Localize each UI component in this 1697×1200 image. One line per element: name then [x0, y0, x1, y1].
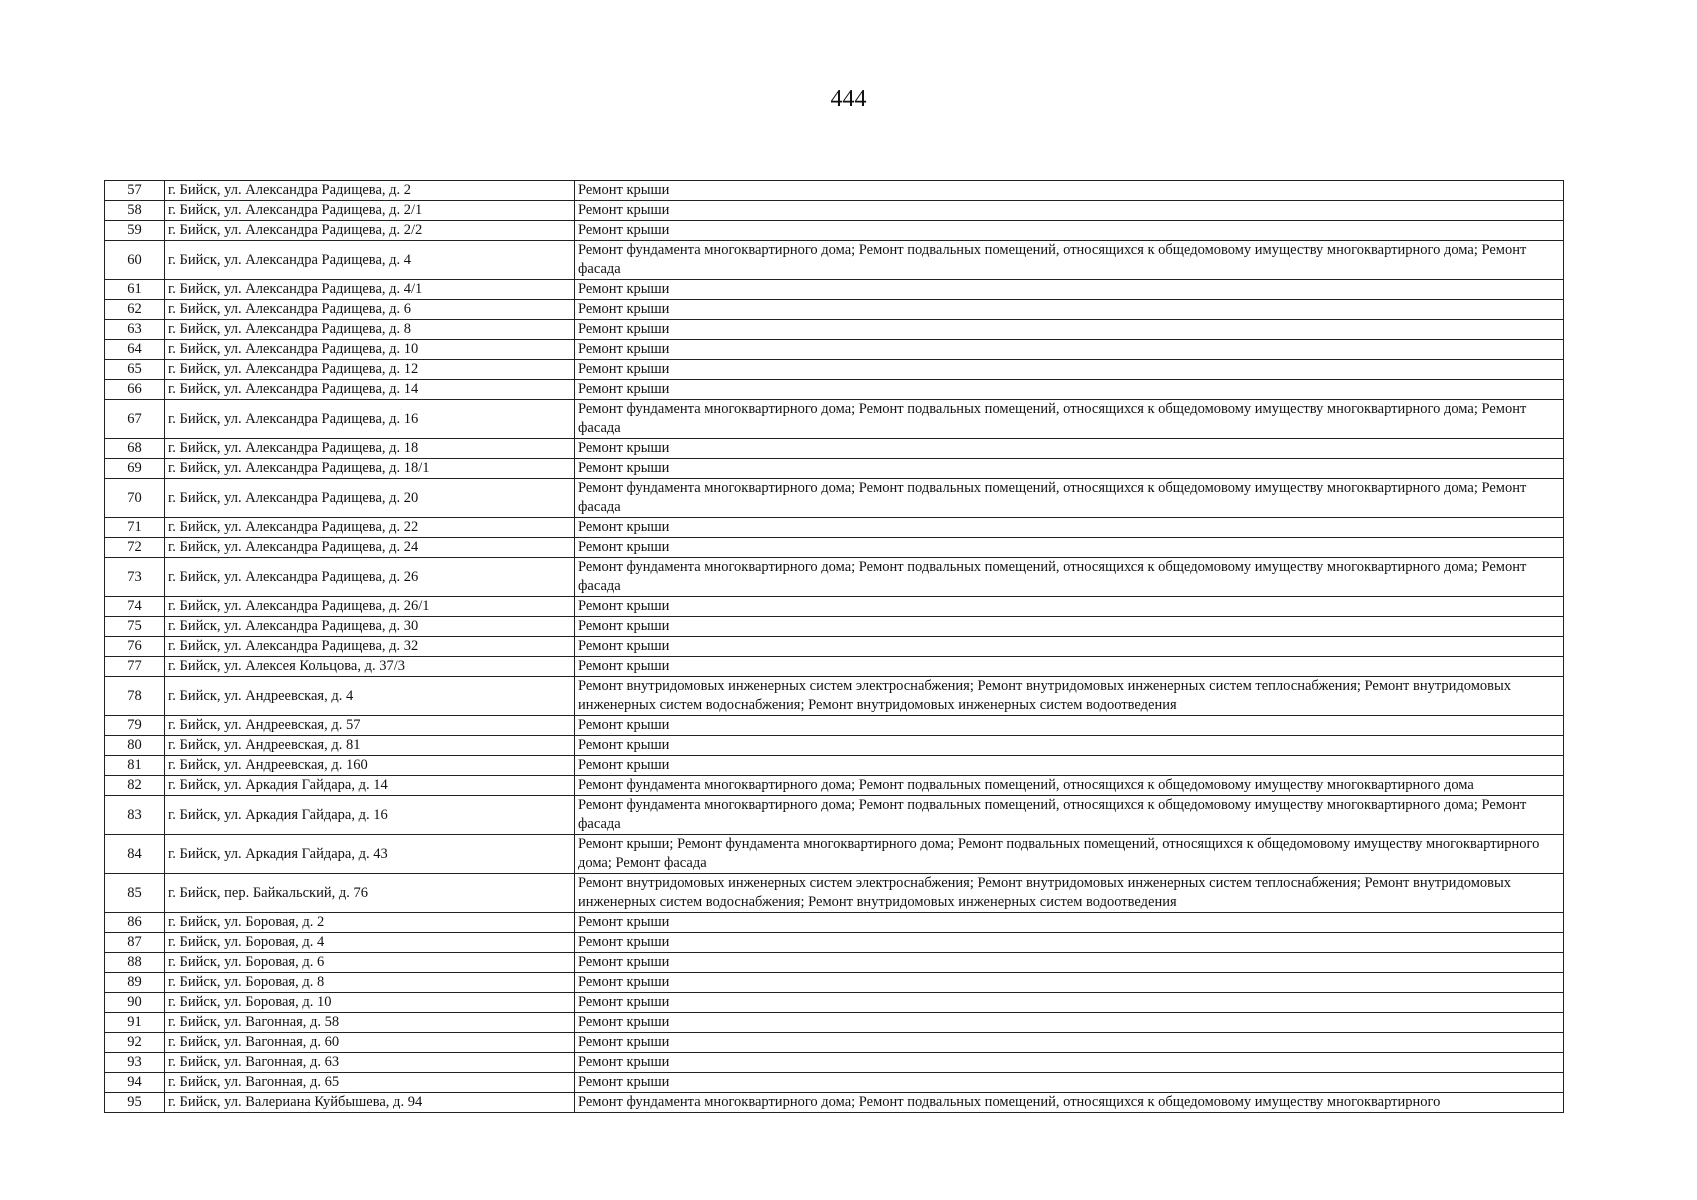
address-cell: г. Бийск, ул. Александра Радищева, д. 32: [165, 637, 575, 657]
table-row: [105, 736, 1564, 756]
row-number-cell: 72: [105, 538, 165, 558]
table-row: [105, 1093, 1564, 1113]
row-number-cell: 90: [105, 993, 165, 1013]
row-number-cell: 92: [105, 1033, 165, 1053]
work-type-cell: Ремонт крыши: [575, 201, 1564, 221]
row-number-cell: 79: [105, 716, 165, 736]
table-row: [105, 558, 1564, 597]
table-row: [105, 221, 1564, 241]
address-cell: г. Бийск, ул. Александра Радищева, д. 2/1: [165, 201, 575, 221]
address-cell: г. Бийск, ул. Александра Радищева, д. 2/2: [165, 221, 575, 241]
address-cell: г. Бийск, ул. Боровая, д. 4: [165, 933, 575, 953]
address-cell: г. Бийск, ул. Александра Радищева, д. 2: [165, 181, 575, 201]
table-row: [105, 973, 1564, 993]
row-number-cell: 94: [105, 1073, 165, 1093]
work-type-cell: Ремонт крыши: [575, 280, 1564, 300]
table-row: [105, 360, 1564, 380]
row-number-cell: 82: [105, 776, 165, 796]
work-type-cell: Ремонт крыши: [575, 1053, 1564, 1073]
table-row: [105, 933, 1564, 953]
table-row: [105, 320, 1564, 340]
work-type-cell: Ремонт крыши: [575, 1073, 1564, 1093]
row-number-cell: 67: [105, 400, 165, 439]
row-number-cell: 65: [105, 360, 165, 380]
work-type-cell: Ремонт крыши: [575, 221, 1564, 241]
row-number-cell: 86: [105, 913, 165, 933]
work-type-cell: Ремонт фундамента многоквартирного дома; Ремонт подвальных помещений, относящихся к общедомовому имуществу многоквартирного дома; Ремонт фасада: [575, 479, 1564, 518]
address-cell: г. Бийск, ул. Алексея Кольцова, д. 37/3: [165, 657, 575, 677]
address-cell: г. Бийск, ул. Боровая, д. 10: [165, 993, 575, 1013]
address-cell: г. Бийск, ул. Боровая, д. 6: [165, 953, 575, 973]
row-number-cell: 95: [105, 1093, 165, 1113]
work-type-cell: Ремонт крыши: [575, 439, 1564, 459]
table-row: [105, 993, 1564, 1013]
table-row: [105, 518, 1564, 538]
work-type-cell: Ремонт крыши: [575, 518, 1564, 538]
work-type-cell: Ремонт крыши: [575, 340, 1564, 360]
address-cell: г. Бийск, пер. Байкальский, д. 76: [165, 874, 575, 913]
address-cell: г. Бийск, ул. Аркадия Гайдара, д. 14: [165, 776, 575, 796]
row-number-cell: 80: [105, 736, 165, 756]
table-row: [105, 1053, 1564, 1073]
work-type-cell: Ремонт крыши: [575, 1033, 1564, 1053]
work-type-cell: Ремонт крыши: [575, 933, 1564, 953]
row-number-cell: 69: [105, 459, 165, 479]
row-number-cell: 62: [105, 300, 165, 320]
address-cell: г. Бийск, ул. Александра Радищева, д. 12: [165, 360, 575, 380]
work-type-cell: Ремонт крыши: [575, 380, 1564, 400]
work-type-cell: Ремонт фундамента многоквартирного дома; Ремонт подвальных помещений, относящихся к общедомовому имуществу многоквартирного дома: [575, 776, 1564, 796]
address-cell: г. Бийск, ул. Александра Радищева, д. 30: [165, 617, 575, 637]
work-type-cell: Ремонт крыши: [575, 993, 1564, 1013]
table-row: [105, 835, 1564, 874]
table-row: [105, 241, 1564, 280]
address-cell: г. Бийск, ул. Александра Радищева, д. 20: [165, 479, 575, 518]
row-number-cell: 81: [105, 756, 165, 776]
row-number-cell: 64: [105, 340, 165, 360]
table-row: [105, 300, 1564, 320]
address-cell: г. Бийск, ул. Александра Радищева, д. 26/1: [165, 597, 575, 617]
address-cell: г. Бийск, ул. Андреевская, д. 4: [165, 677, 575, 716]
table-row: [105, 716, 1564, 736]
row-number-cell: 93: [105, 1053, 165, 1073]
row-number-cell: 91: [105, 1013, 165, 1033]
work-type-cell: Ремонт крыши: [575, 1013, 1564, 1033]
table-row: [105, 776, 1564, 796]
address-cell: г. Бийск, ул. Александра Радищева, д. 24: [165, 538, 575, 558]
row-number-cell: 89: [105, 973, 165, 993]
table-row: [105, 1073, 1564, 1093]
work-type-cell: Ремонт внутридомовых инженерных систем электроснабжения; Ремонт внутридомовых инженерных систем теплоснабжения; Ремонт внутридомовых инженерных систем водоснабжения; Ремонт внутридомовых инженерных систем водоотведения: [575, 677, 1564, 716]
row-number-cell: 68: [105, 439, 165, 459]
repair-table: [104, 180, 1564, 1113]
table-row: [105, 181, 1564, 201]
row-number-cell: 73: [105, 558, 165, 597]
address-cell: г. Бийск, ул. Александра Радищева, д. 6: [165, 300, 575, 320]
address-cell: г. Бийск, ул. Вагонная, д. 65: [165, 1073, 575, 1093]
work-type-cell: Ремонт крыши; Ремонт фундамента многоквартирного дома; Ремонт подвальных помещений, относящихся к общедомовому имуществу многоквартирного дома; Ремонт фасада: [575, 835, 1564, 874]
address-cell: г. Бийск, ул. Александра Радищева, д. 18: [165, 439, 575, 459]
address-cell: г. Бийск, ул. Александра Радищева, д. 22: [165, 518, 575, 538]
table-row: [105, 1013, 1564, 1033]
address-cell: г. Бийск, ул. Александра Радищева, д. 18/1: [165, 459, 575, 479]
table-row: [105, 340, 1564, 360]
work-type-cell: Ремонт внутридомовых инженерных систем электроснабжения; Ремонт внутридомовых инженерных систем теплоснабжения; Ремонт внутридомовых инженерных систем водоснабжения; Ремонт внутридомовых инженерных систем водоотведения: [575, 874, 1564, 913]
table-row: [105, 953, 1564, 973]
row-number-cell: 70: [105, 479, 165, 518]
work-type-cell: Ремонт фундамента многоквартирного дома; Ремонт подвальных помещений, относящихся к общедомовому имуществу многоквартирного дома; Ремонт фасада: [575, 796, 1564, 835]
row-number-cell: 84: [105, 835, 165, 874]
row-number-cell: 85: [105, 874, 165, 913]
work-type-cell: Ремонт крыши: [575, 320, 1564, 340]
address-cell: г. Бийск, ул. Андреевская, д. 57: [165, 716, 575, 736]
table-row: [105, 1033, 1564, 1053]
row-number-cell: 87: [105, 933, 165, 953]
table-row: [105, 538, 1564, 558]
address-cell: г. Бийск, ул. Вагонная, д. 63: [165, 1053, 575, 1073]
table-row: [105, 280, 1564, 300]
row-number-cell: 71: [105, 518, 165, 538]
work-type-cell: Ремонт крыши: [575, 953, 1564, 973]
address-cell: г. Бийск, ул. Боровая, д. 8: [165, 973, 575, 993]
row-number-cell: 60: [105, 241, 165, 280]
row-number-cell: 57: [105, 181, 165, 201]
address-cell: г. Бийск, ул. Вагонная, д. 58: [165, 1013, 575, 1033]
address-cell: г. Бийск, ул. Александра Радищева, д. 10: [165, 340, 575, 360]
work-type-cell: Ремонт крыши: [575, 736, 1564, 756]
work-type-cell: Ремонт крыши: [575, 716, 1564, 736]
table-body: [105, 181, 1564, 1113]
table-row: [105, 400, 1564, 439]
repair-table-container: [104, 180, 1564, 1113]
table-row: [105, 617, 1564, 637]
work-type-cell: Ремонт фундамента многоквартирного дома; Ремонт подвальных помещений, относящихся к общедомовому имуществу многоквартирного дома; Ремонт фасада: [575, 558, 1564, 597]
row-number-cell: 58: [105, 201, 165, 221]
work-type-cell: Ремонт фундамента многоквартирного дома; Ремонт подвальных помещений, относящихся к общедомовому имуществу многоквартирного дома; Ремонт фасада: [575, 241, 1564, 280]
work-type-cell: Ремонт крыши: [575, 597, 1564, 617]
table-row: [105, 677, 1564, 716]
table-row: [105, 756, 1564, 776]
address-cell: г. Бийск, ул. Александра Радищева, д. 4/1: [165, 280, 575, 300]
work-type-cell: Ремонт крыши: [575, 300, 1564, 320]
table-row: [105, 657, 1564, 677]
row-number-cell: 61: [105, 280, 165, 300]
address-cell: г. Бийск, ул. Александра Радищева, д. 8: [165, 320, 575, 340]
work-type-cell: Ремонт фундамента многоквартирного дома; Ремонт подвальных помещений, относящихся к общедомовому имуществу многоквартирного дома; Ремонт фасада: [575, 400, 1564, 439]
row-number-cell: 75: [105, 617, 165, 637]
work-type-cell: Ремонт крыши: [575, 973, 1564, 993]
address-cell: г. Бийск, ул. Аркадия Гайдара, д. 16: [165, 796, 575, 835]
work-type-cell: Ремонт крыши: [575, 360, 1564, 380]
address-cell: г. Бийск, ул. Александра Радищева, д. 14: [165, 380, 575, 400]
table-row: [105, 459, 1564, 479]
work-type-cell: Ремонт крыши: [575, 913, 1564, 933]
table-row: [105, 201, 1564, 221]
address-cell: г. Бийск, ул. Андреевская, д. 81: [165, 736, 575, 756]
address-cell: г. Бийск, ул. Андреевская, д. 160: [165, 756, 575, 776]
table-row: [105, 380, 1564, 400]
row-number-cell: 76: [105, 637, 165, 657]
work-type-cell: Ремонт фундамента многоквартирного дома; Ремонт подвальных помещений, относящихся к общедомовому имуществу многоквартирного: [575, 1093, 1564, 1113]
table-row: [105, 597, 1564, 617]
work-type-cell: Ремонт крыши: [575, 657, 1564, 677]
address-cell: г. Бийск, ул. Валериана Куйбышева, д. 94: [165, 1093, 575, 1113]
row-number-cell: 88: [105, 953, 165, 973]
address-cell: г. Бийск, ул. Аркадия Гайдара, д. 43: [165, 835, 575, 874]
work-type-cell: Ремонт крыши: [575, 617, 1564, 637]
work-type-cell: Ремонт крыши: [575, 538, 1564, 558]
page-number: 444: [830, 86, 867, 112]
address-cell: г. Бийск, ул. Боровая, д. 2: [165, 913, 575, 933]
row-number-cell: 83: [105, 796, 165, 835]
row-number-cell: 77: [105, 657, 165, 677]
address-cell: г. Бийск, ул. Александра Радищева, д. 16: [165, 400, 575, 439]
address-cell: г. Бийск, ул. Вагонная, д. 60: [165, 1033, 575, 1053]
row-number-cell: 66: [105, 380, 165, 400]
table-row: [105, 439, 1564, 459]
table-row: [105, 796, 1564, 835]
row-number-cell: 78: [105, 677, 165, 716]
row-number-cell: 59: [105, 221, 165, 241]
table-row: [105, 874, 1564, 913]
address-cell: г. Бийск, ул. Александра Радищева, д. 4: [165, 241, 575, 280]
work-type-cell: Ремонт крыши: [575, 637, 1564, 657]
work-type-cell: Ремонт крыши: [575, 459, 1564, 479]
work-type-cell: Ремонт крыши: [575, 181, 1564, 201]
table-row: [105, 913, 1564, 933]
row-number-cell: 74: [105, 597, 165, 617]
table-row: [105, 637, 1564, 657]
row-number-cell: 63: [105, 320, 165, 340]
address-cell: г. Бийск, ул. Александра Радищева, д. 26: [165, 558, 575, 597]
table-row: [105, 479, 1564, 518]
work-type-cell: Ремонт крыши: [575, 756, 1564, 776]
